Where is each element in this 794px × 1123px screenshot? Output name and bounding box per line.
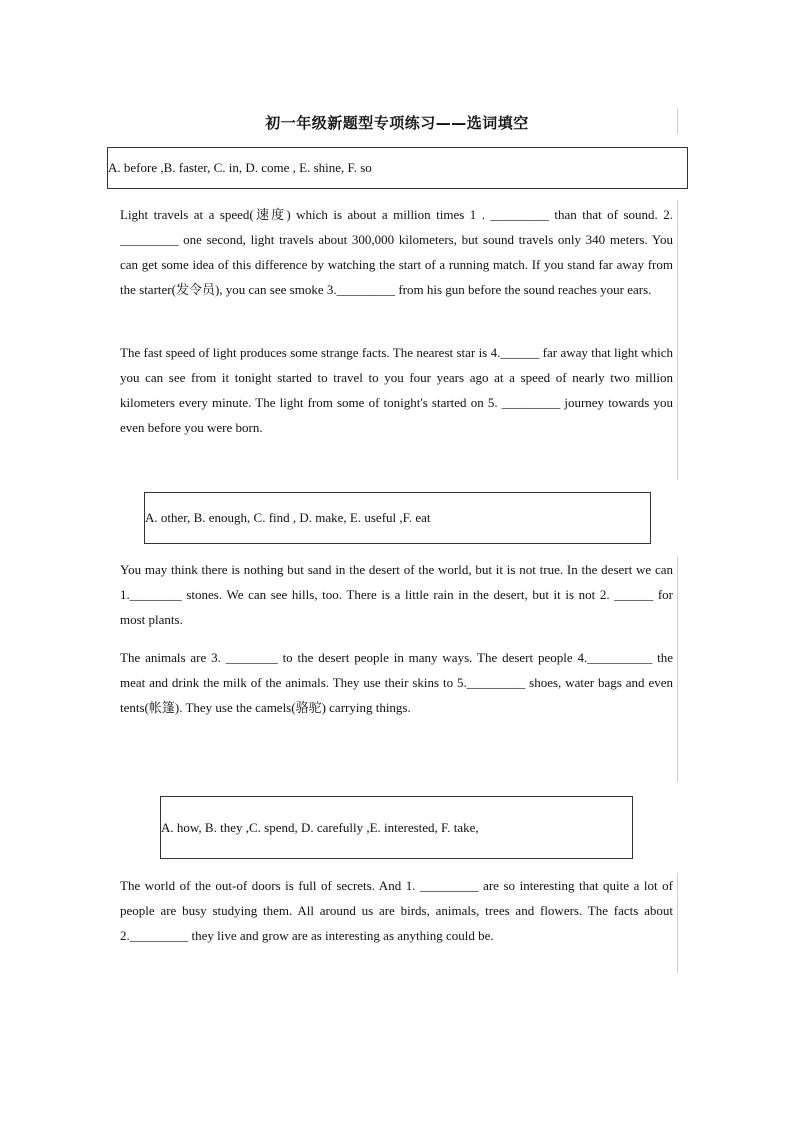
word-bank-text: A. other, B. enough, C. find , D. make, E. useful ,F. eat	[145, 510, 431, 525]
page-title: 初一年级新题型专项练习——选词填空	[265, 114, 529, 132]
passage-2-paragraph-1	[120, 557, 673, 632]
paragraph-text: The fast speed of light produces some strange facts. The nearest star is 4.______ far away that light which you can see from it tonight started to travel to you four years ago at a speed of nearly two million kilometers every minute. The light from some of tonight's started on 5. _________ journey towards you even before you were born.	[120, 345, 673, 435]
passage-1-paragraph-1	[120, 202, 673, 302]
word-bank-2	[144, 492, 651, 544]
word-bank-text: A. how, B. they ,C. spend, D. carefully ,E. interested, F. take,	[161, 819, 479, 835]
margin-line	[677, 108, 678, 134]
word-bank-text: A. before ,B. faster, C. in, D. come , E. shine, F. so	[108, 160, 372, 175]
word-bank-3	[160, 796, 633, 859]
paragraph-text: You may think there is nothing but sand in the desert of the world, but it is not true. In the desert we can 1.________ stones. We can see hills, too. There is a little rain in the desert, but it is not 2. ______ for most plants.	[120, 562, 673, 627]
passage-1-paragraph-2	[120, 340, 673, 440]
passage-3-paragraph-1	[120, 873, 673, 948]
word-bank-1	[107, 147, 688, 189]
paragraph-text: Light travels at a speed(速度) which is about a million times 1 . _________ than that of sound. 2. _________ one second, light travels about 300,000 kilometers, but sound travels only 340 meters. You can get some idea of this difference by watching the start of a running match. If you stand far away from the starter(发令员), you can see smoke 3._________ from his gun before the sound reaches your ears.	[120, 207, 673, 297]
margin-line	[677, 873, 678, 973]
passage-2-paragraph-2	[120, 645, 673, 720]
paragraph-text: The animals are 3. ________ to the desert people in many ways. The desert people 4.__________ the meat and drink the milk of the animals. They use their skins to 5._________ shoes, water bags and even tents(帐篷). They use the camels(骆驼) carrying things.	[120, 650, 673, 715]
margin-line	[677, 200, 678, 480]
margin-line	[677, 556, 678, 782]
paragraph-text: The world of the out-of doors is full of secrets. And 1. _________ are so interesting that quite a lot of people are busy studying them. All around us are birds, animals, trees and flowers. The facts about 2._________ they live and grow are as interesting as anything could be.	[120, 878, 673, 943]
